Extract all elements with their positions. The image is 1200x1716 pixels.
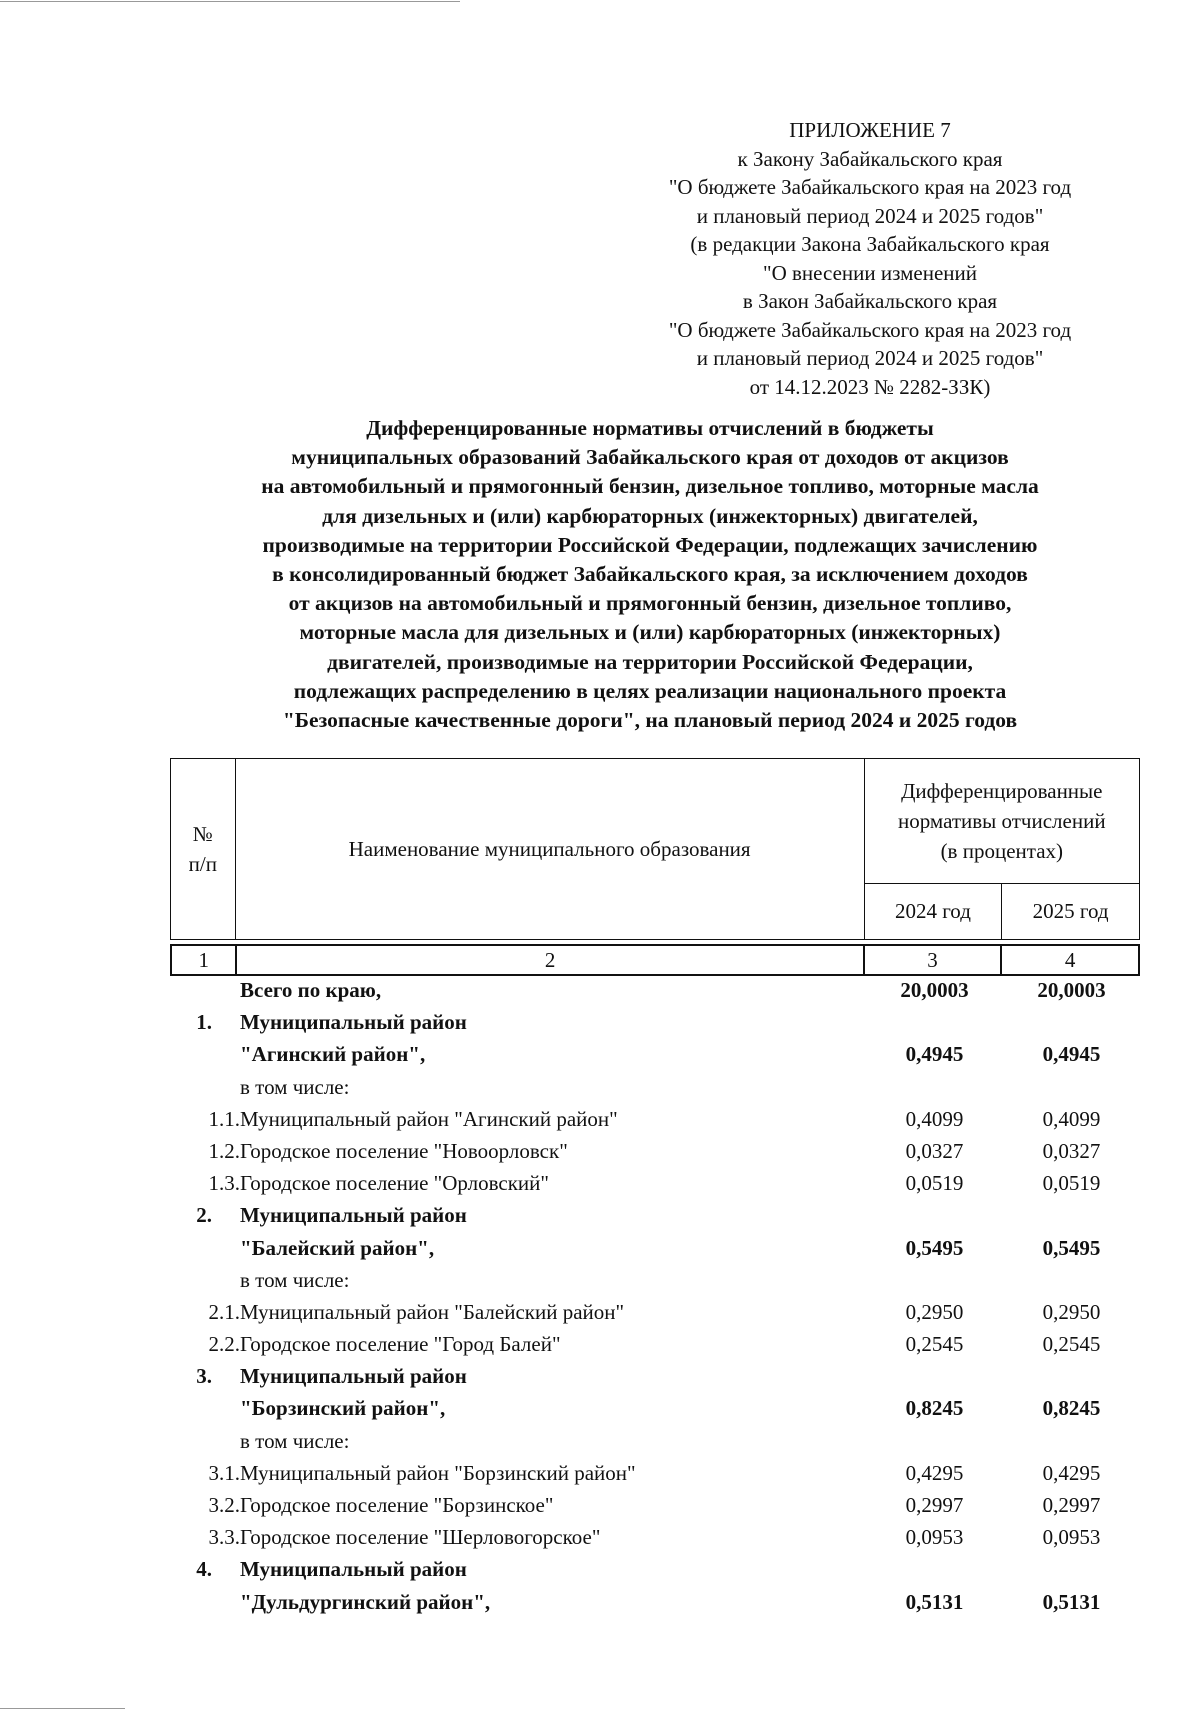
column-number: 3 — [864, 945, 1002, 975]
title-line: для дизельных и (или) карбюраторных (инжекторных) двигателей, — [322, 503, 978, 528]
table-row — [170, 1296, 1140, 1328]
row-name: Муниципальный район — [240, 1010, 467, 1035]
title-line: "Безопасные качественные дороги", на плановый период 2024 и 2025 годов — [282, 708, 1018, 733]
row-name: Городское поселение "Шерловогорское" — [240, 1525, 601, 1550]
column-number: 2 — [236, 945, 863, 975]
row-number: 2.2. — [208, 1332, 240, 1357]
table-row — [170, 974, 1140, 1006]
row-name: в том числе: — [240, 1428, 350, 1453]
table-row — [170, 1038, 1140, 1070]
column-number: 4 — [1001, 945, 1139, 975]
row-name: Муниципальный район — [240, 1203, 467, 1228]
row-name: Муниципальный район "Борзинский район" — [240, 1460, 636, 1485]
row-number: 1. — [196, 1010, 212, 1035]
table-row — [170, 1457, 1140, 1489]
row-value-2025: 0,5495 — [1042, 1235, 1101, 1260]
table-row — [170, 1489, 1140, 1521]
row-number: 1.1. — [208, 1106, 240, 1131]
row-value-2025: 0,0327 — [1042, 1138, 1101, 1163]
row-number: 1.3. — [208, 1171, 240, 1196]
column-number-row — [170, 944, 1140, 976]
row-value-2025: 0,8245 — [1042, 1396, 1101, 1421]
row-number: 3. — [196, 1364, 212, 1389]
table-row — [170, 1360, 1140, 1392]
row-value-2024: 0,4099 — [905, 1106, 964, 1131]
row-value-2024: 20,0003 — [900, 978, 969, 1002]
row-name: в том числе: — [240, 1267, 350, 1292]
title-line: производимые на территории Российской Федерации, подлежащих зачислению — [262, 532, 1038, 557]
row-name: "Агинский район", — [240, 1042, 426, 1067]
row-value-2024: 0,5131 — [905, 1589, 964, 1614]
title-line: моторные масла для дизельных и (или) карбюраторных (инжекторных) — [299, 620, 1001, 645]
row-name: Городское поселение "Город Балей" — [240, 1332, 561, 1357]
table-row — [170, 1553, 1140, 1585]
row-name: Городское поселение "Борзинское" — [240, 1493, 554, 1517]
row-value-2025: 0,2997 — [1042, 1493, 1101, 1517]
header-cell-year-2024: 2024 год — [864, 884, 1002, 940]
row-name: Муниципальный район — [240, 1557, 467, 1582]
table-body — [170, 974, 1140, 1618]
title-line: муниципальных образований Забайкальского края от доходов от акцизов — [291, 445, 1009, 470]
row-name: "Дульдургинский район", — [240, 1589, 491, 1614]
row-value-2024: 0,0327 — [905, 1138, 964, 1163]
row-number: 4. — [196, 1557, 212, 1582]
row-value-2025: 0,5131 — [1042, 1589, 1101, 1614]
row-number: 2.1. — [208, 1299, 240, 1324]
row-number: 3.2. — [208, 1493, 240, 1517]
row-value-2025: 0,2545 — [1042, 1332, 1101, 1357]
appendix-line: (в редакции Закона Забайкальского края — [690, 232, 1050, 256]
row-number: 3.3. — [208, 1525, 240, 1550]
row-value-2024: 0,0519 — [905, 1171, 964, 1196]
row-name: "Борзинский район", — [240, 1396, 446, 1421]
column-number: 1 — [171, 945, 236, 975]
row-name: "Балейский район", — [240, 1235, 435, 1260]
row-value-2024: 0,8245 — [905, 1396, 964, 1421]
table-header — [170, 758, 1140, 940]
table-row — [170, 1232, 1140, 1264]
appendix-line: ПРИЛОЖЕНИЕ 7 — [789, 118, 951, 142]
row-value-2024: 0,2545 — [905, 1332, 964, 1357]
row-name: Всего по краю, — [240, 978, 382, 1002]
table-row — [170, 1167, 1140, 1199]
row-name: Муниципальный район "Балейский район" — [240, 1299, 625, 1324]
header-number-line2: п/п — [188, 852, 217, 876]
appendix-line: и плановый период 2024 и 2025 годов" — [696, 203, 1044, 228]
row-number: 2. — [196, 1203, 212, 1228]
row-value-2025: 0,4099 — [1042, 1106, 1101, 1131]
table-row — [170, 1071, 1140, 1103]
row-value-2025: 0,4945 — [1042, 1042, 1101, 1067]
table-row — [170, 1521, 1140, 1553]
header-cell-year-2025: 2025 год — [1002, 884, 1140, 940]
header-norms-line1: Дифференцированные — [901, 779, 1103, 803]
appendix-line: и плановый период 2024 и 2025 годов" — [696, 346, 1044, 370]
scan-edge-bottom — [0, 1708, 125, 1709]
row-value-2024: 0,4295 — [905, 1460, 964, 1485]
row-value-2025: 20,0003 — [1037, 978, 1106, 1002]
document-title — [160, 414, 1140, 735]
appendix-line: от 14.12.2023 № 2282-ЗЗК) — [749, 374, 991, 399]
header-cell-name: Наименование муниципального образования — [235, 759, 864, 940]
row-value-2024: 0,4945 — [905, 1042, 964, 1067]
row-name: Муниципальный район — [240, 1364, 467, 1389]
header-norms-line3: (в процентах) — [940, 839, 1064, 863]
header-number-line1: № — [192, 822, 213, 846]
title-line: подлежащих распределению в целях реализации национального проекта — [293, 678, 1007, 703]
table-row — [170, 1328, 1140, 1360]
row-value-2025: 0,4295 — [1042, 1460, 1101, 1485]
row-value-2025: 0,0953 — [1042, 1525, 1101, 1550]
scan-edge-top — [0, 1, 460, 2]
row-value-2024: 0,2997 — [905, 1493, 964, 1517]
table-row — [170, 1586, 1140, 1618]
table-row — [170, 1103, 1140, 1135]
row-name: Городское поселение "Новоорловск" — [240, 1138, 568, 1163]
title-line: в консолидированный бюджет Забайкальского края, за исключением доходов — [272, 562, 1028, 587]
table-row — [170, 1199, 1140, 1231]
title-line: двигателей, производимые на территории Российской Федерации, — [327, 649, 973, 674]
row-value-2025: 0,0519 — [1042, 1171, 1101, 1196]
title-line: на автомобильный и прямогонный бензин, дизельное топливо, моторные масла — [261, 474, 1039, 499]
appendix-line: "О бюджете Забайкальского края на 2023 год — [668, 175, 1072, 199]
row-number: 3.1. — [208, 1460, 240, 1485]
row-name: в том числе: — [240, 1074, 350, 1099]
header-norms-line2: нормативы отчислений — [898, 809, 1106, 833]
table-row — [170, 1135, 1140, 1167]
row-name: Муниципальный район "Агинский район" — [240, 1106, 618, 1131]
table-row — [170, 1006, 1140, 1038]
row-value-2025: 0,2950 — [1042, 1299, 1101, 1324]
table-row — [170, 1392, 1140, 1424]
appendix-line: "О бюджете Забайкальского края на 2023 год — [668, 317, 1072, 342]
title-line: от акцизов на автомобильный и прямогонный бензин, дизельное топливо, — [288, 591, 1012, 616]
row-value-2024: 0,5495 — [905, 1235, 964, 1260]
appendix-line: в Закон Забайкальского края — [742, 289, 998, 313]
title-line: Дифференцированные нормативы отчислений в бюджеты — [366, 416, 934, 440]
row-name: Городское поселение "Орловский" — [240, 1171, 549, 1196]
row-value-2024: 0,2950 — [905, 1299, 964, 1324]
appendix-line: к Закону Забайкальского края — [737, 146, 1003, 171]
table-row — [170, 1425, 1140, 1457]
row-number: 1.2. — [208, 1138, 240, 1163]
appendix-block — [540, 116, 1200, 401]
table-row — [170, 1264, 1140, 1296]
header-cell-number — [171, 759, 236, 940]
header-cell-norms — [864, 759, 1139, 884]
appendix-line: "О внесении изменений — [763, 260, 977, 285]
row-value-2024: 0,0953 — [905, 1525, 964, 1550]
